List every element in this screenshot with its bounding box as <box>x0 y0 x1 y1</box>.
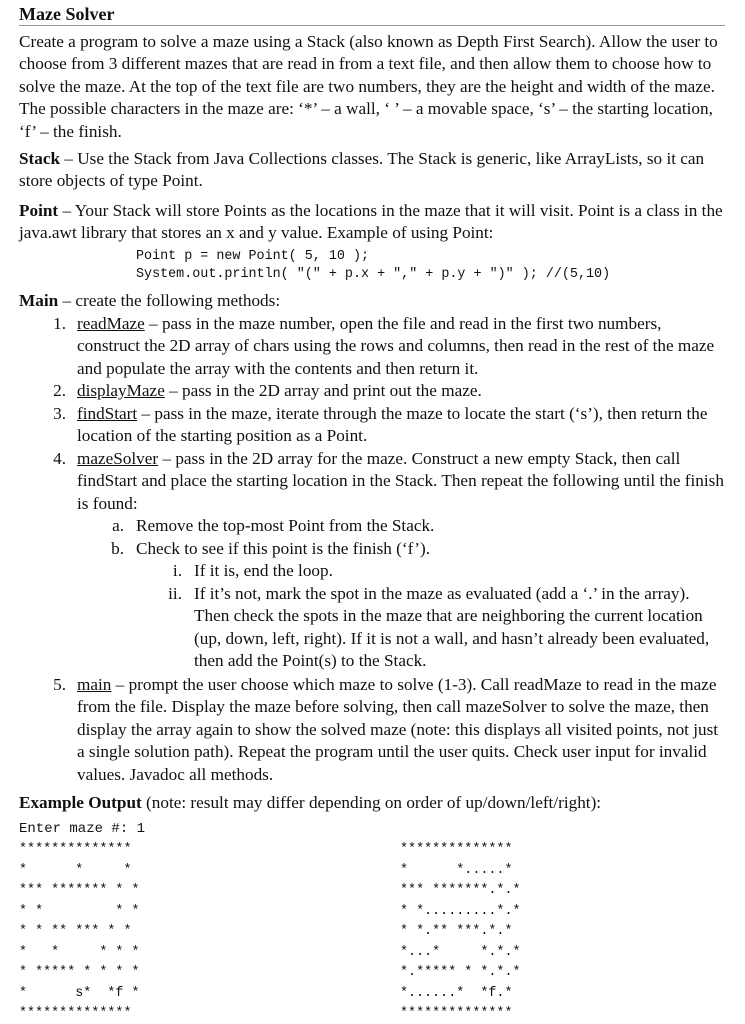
item-text: – pass in the maze, iterate through the maze to locate the start (‘s’), then return the location of the starting position as a Point. <box>77 404 708 446</box>
maze-row: ************** <box>400 842 513 857</box>
list-item <box>77 380 725 402</box>
method-name: readMaze <box>77 314 145 333</box>
item-number: 4. <box>53 449 66 468</box>
maze-row: * *.** ***.*.* <box>400 924 513 939</box>
method-name: displayMaze <box>77 381 165 400</box>
subitem: Remove the top-most Point from the Stack. <box>136 516 435 535</box>
stack-label: Stack <box>19 149 61 168</box>
maze-row: * *.........*.* <box>400 903 521 919</box>
list-item <box>77 448 725 515</box>
maze-row: *** ******* * * <box>19 883 140 898</box>
maze-row: * *.....* <box>400 862 513 878</box>
code-line-1: Point p = new Point( 5, 10 ); <box>136 249 370 264</box>
item-text: – prompt the user choose which maze to solve (1-3). Call readMaze to read in the maze from the file. Display the maze before solving, then call mazeSolver to solve the maze, then display the array again to show the solved maze (note: this displays all visited points, not just a single solution path). Repeat the program until the user quits. Check user input for invalid values. Javadoc all methods. <box>77 675 719 784</box>
item-text: – pass in the 2D array for the maze. Construct a new empty Stack, then call findStart and place the starting location in the Stack. Then repeat the following until the finish is found: <box>77 449 724 513</box>
method-name: mazeSolver <box>77 449 159 468</box>
maze-row: *......* *f.* <box>400 985 513 1001</box>
subitem: Check to see if this point is the finish (‘f’). <box>136 539 431 558</box>
maze-row: * * * * <box>19 903 140 919</box>
point-text: – Your Stack will store Points as the locations in the maze that it will visit. Point is a class in the java.awt library that stores an x and y value. Example of using Point: <box>19 201 723 243</box>
main-text: – create the following methods: <box>58 291 281 310</box>
item-number: 2. <box>53 381 66 400</box>
maze-row: ************** <box>19 1006 132 1021</box>
maze-row: * s* *f * <box>19 985 140 1001</box>
maze-row: * * ** *** * * <box>19 924 132 939</box>
maze-row: ************** <box>400 1006 513 1021</box>
item-number: 5. <box>53 675 66 694</box>
point-paragraph <box>19 200 725 245</box>
list-item <box>77 674 725 786</box>
item-number: 1. <box>53 314 66 333</box>
example-text: (note: result may differ depending on order of up/down/left/right): <box>141 793 602 812</box>
maze-row: * * * <box>19 862 132 878</box>
maze-row: *.***** * *.*.* <box>400 965 521 980</box>
item-number: 3. <box>53 404 66 423</box>
point-label: Point <box>19 201 59 220</box>
example-label: Example Output <box>19 793 142 812</box>
example-paragraph <box>19 792 725 814</box>
subsubitem-numeral: ii. <box>168 584 182 603</box>
method-name: main <box>77 675 112 694</box>
method-name: findStart <box>77 404 138 423</box>
document-title: Maze Solver <box>19 4 115 24</box>
maze-row: *...* *.*.* <box>400 944 521 960</box>
code-line-2: System.out.println( "(" + p.x + "," + p.y + ")" ); //(5,10) <box>136 267 611 282</box>
item-text: – pass in the 2D array and print out the maze. <box>164 381 482 400</box>
list-item <box>77 403 725 448</box>
main-label: Main <box>19 291 59 310</box>
subsubitem: If it is, end the loop. <box>194 561 333 580</box>
maze-row: * * * * * <box>19 944 140 960</box>
main-paragraph <box>19 290 725 312</box>
subsubitem-numeral: i. <box>172 561 182 580</box>
subsubitem: If it’s not, mark the spot in the maze as evaluated (add a ‘.’ in the array). Then check the spots in the maze that are neighboring the current location (up, down, left, right). If it is not a wall, and hasn’t already been evaluated, then add the Point(s) to the Stack. <box>194 584 710 671</box>
intro-paragraph: Create a program to solve a maze using a Stack (also known as Depth First Search). Allow the user to choose from 3 different mazes that are read in from a text file, and then allow them to choose how to solve the maze. At the top of the text file are two numbers, they are the height and width of the maze. The possible characters in the maze are: ‘*’ – a wall, ‘ ’ – a movable space, ‘s’ – the starting location, ‘f’ – the finish. <box>19 32 718 141</box>
maze-row: *** *******.*.* <box>400 883 521 898</box>
list-item <box>77 313 725 380</box>
maze-row: * ***** * * * * <box>19 965 140 980</box>
maze-row: ************** <box>19 842 132 857</box>
subitem-letter: a. <box>112 516 124 535</box>
stack-text: – Use the Stack from Java Collections classes. The Stack is generic, like ArrayLists, so it can store objects of type Point. <box>19 149 705 191</box>
title-rule <box>19 25 725 26</box>
item-text: – pass in the maze number, open the file and read in the first two numbers, construct the 2D array of chars using the rows and columns, then read in the rest of the maze and populate the array with the contents and then return it. <box>77 314 715 378</box>
subitem-letter: b. <box>111 539 124 558</box>
console-prompt: Enter maze #: 1 <box>19 821 146 837</box>
stack-paragraph <box>19 148 725 193</box>
